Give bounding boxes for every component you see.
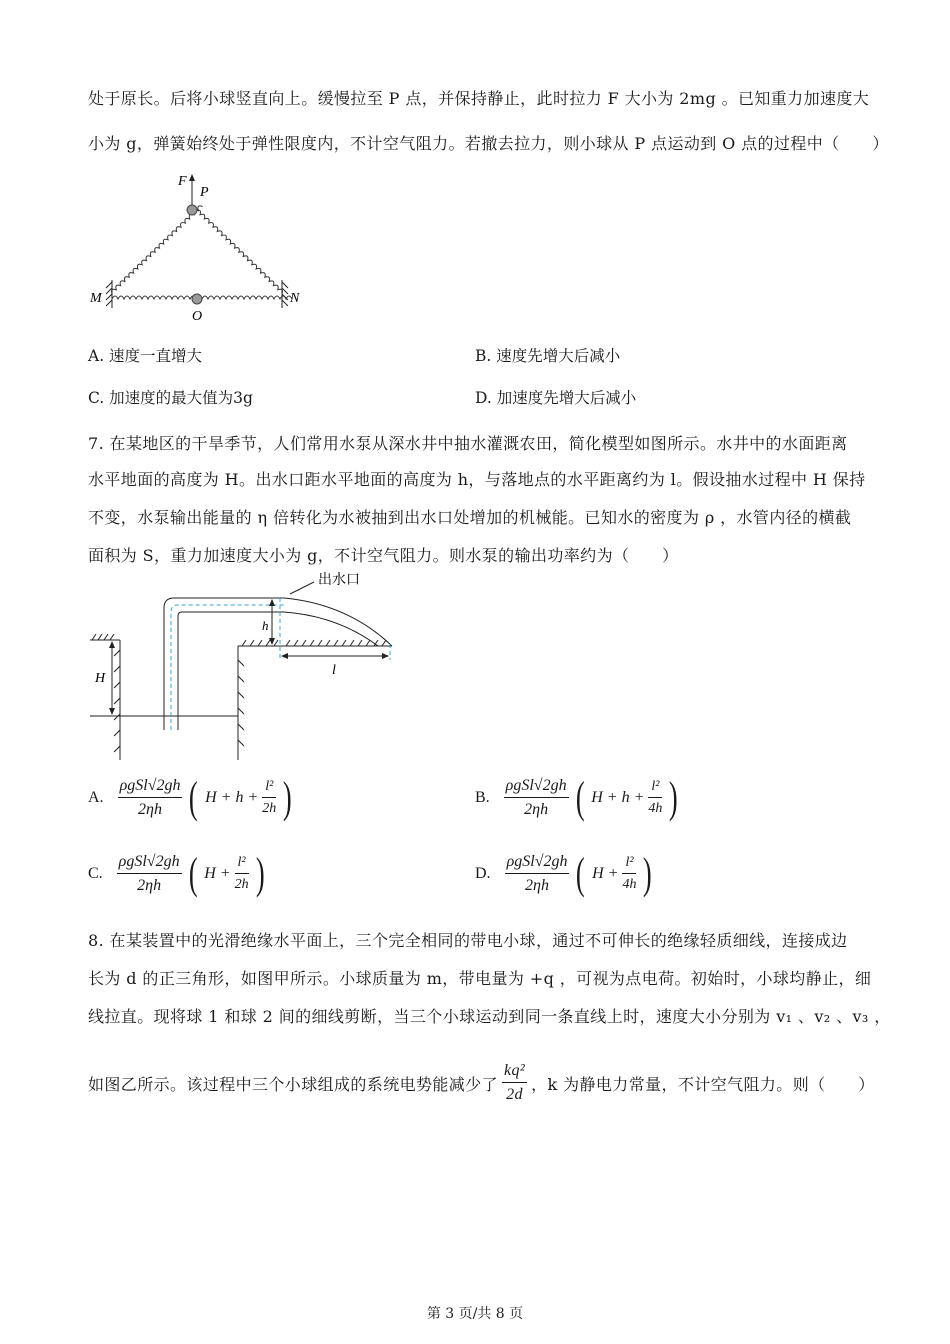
q7-option-a-num: ρgSl√2gh: [118, 777, 183, 798]
dimension-h-small: [269, 599, 275, 645]
q6-option-b: B. 速度先增大后减小: [475, 347, 621, 365]
q7-option-c-label: C.: [88, 865, 103, 882]
q7-option-a: A. $\frac{\text{ρgSl√2gh}}{2\eta h}$ ( H + h + $\frac{\text{l²}}{2h}$ ): [88, 773, 293, 822]
q7-option-c-num: ρgSl√2gh: [117, 853, 182, 874]
label-o: O: [192, 309, 203, 324]
q7-option-b-label: B.: [475, 789, 490, 806]
q8-line2: 长为 d 的正三角形，如图甲所示。小球质量为 m，带电量为 +q ，可视为点电荷。初始时，小球均静止，细: [88, 969, 872, 988]
ball-o: [192, 294, 202, 304]
q7-option-c-small-den: 2h: [234, 877, 249, 892]
label-n: N: [290, 291, 300, 306]
q8-frac-den: 2d: [506, 1086, 523, 1103]
q7-option-a-small-den: 2h: [262, 801, 277, 816]
q7-line1: 7. 在某地区的干旱季节，人们常用水泵从深水井中抽水灌溉农田，简化模型如图所示。水井中的水面距离: [88, 434, 848, 453]
q6-option-a: A. 速度一直增大: [88, 347, 203, 365]
q8-line1: 8. 在某装置中的光滑绝缘水平面上，三个完全相同的带电小球，通过不可伸长的绝缘轻质细线，连接成边: [88, 931, 848, 950]
q7-option-d-label: D.: [475, 865, 491, 882]
wall-right: [282, 280, 288, 308]
q8-line4: [88, 1062, 875, 1104]
q7-option-c: C. $\frac{\text{ρgSl√2gh}}{2\eta h}$ ( H + $\frac{\text{l²}}{2h}$ ): [88, 849, 265, 898]
label-h-large: H: [95, 671, 106, 686]
q7-option-c-den: 2ηh: [137, 877, 162, 894]
q7-option-d-num: ρgSl√2gh: [505, 853, 570, 874]
ball-p: [187, 205, 197, 215]
q6-option-c: C. 加速度的最大值为3g: [88, 389, 253, 407]
q7-line3: 不变，水泵输出能量的 η 倍转化为水被抽到出水口处增加的机械能。已知水的密度为 ρ ，水管内径的横截: [88, 508, 852, 527]
water-jet: [284, 598, 392, 646]
water-pump-figure: [86, 570, 406, 760]
q7-option-b-den: 2ηh: [524, 801, 549, 818]
q8-line4-pre: 如图乙所示。该过程中三个小球组成的系统电势能减少了: [88, 1074, 499, 1094]
q7-option-a-terms: H + h +: [205, 789, 259, 806]
spring-right: [191, 204, 284, 294]
q8-frac-num: kq²: [502, 1062, 527, 1083]
wall-left: [106, 280, 112, 308]
q6-line2: 小为 g，弹簧始终处于弹性限度内，不计空气阻力。若撤去拉力，则小球从 P 点运动到 O 点的过程中（ ）: [88, 134, 889, 153]
q7-option-d-den: 2ηh: [525, 877, 549, 894]
force-arrow-head: [189, 174, 195, 181]
q7-option-a-small-num: l²: [262, 779, 276, 798]
q7-option-c-terms: H +: [204, 865, 231, 882]
q7-option-d-small-num: l²: [622, 855, 636, 874]
q7-option-b-num: ρgSl√2gh: [504, 777, 569, 798]
q7-option-c-small-num: l²: [235, 855, 249, 874]
label-p: P: [200, 185, 209, 200]
label-l: l: [332, 663, 336, 678]
q7-line4: 面积为 S，重力加速度大小为 g，不计空气阻力。则水泵的输出功率约为（ ）: [88, 546, 679, 565]
label-outlet: 出水口: [318, 573, 360, 588]
q7-option-a-label: A.: [88, 789, 104, 806]
page-footer: 第 3 页/共 8 页: [426, 1306, 524, 1322]
q7-option-a-den: 2ηh: [138, 801, 162, 818]
label-f: F: [178, 174, 187, 189]
q6-line1: 处于原长。后将小球竖直向上。缓慢拉至 P 点，并保持静止，此时拉力 F 大小为 2mg 。已知重力加速度大: [88, 89, 870, 108]
q6-option-d: D. 加速度先增大后减小: [475, 389, 637, 407]
label-m: M: [90, 291, 102, 306]
q7-option-b-small-num: l²: [648, 779, 662, 798]
q7-option-b: B. $\frac{\text{ρgSl√2gh}}{2\eta h}$ ( H + h + $\frac{\text{l²}}{4h}$ ): [475, 773, 679, 822]
spring-triangle-figure: [86, 168, 316, 328]
q7-line2: 水平地面的高度为 H。出水口距水平地面的高度为 h，与落地点的水平距离约为 l。假设抽水过程中 H 保持: [88, 470, 866, 489]
q8-line3: 线拉直。现将球 1 和球 2 间的细线剪断，当三个小球运动到同一条直线上时，速度大小分别为 v₁ 、v₂ 、v₃ ，: [88, 1007, 891, 1026]
q7-option-d: D. $\frac{\text{ρgSl√2gh}}{2\eta h}$ ( H + $\frac{\text{l²}}{4h}$ ): [475, 849, 653, 898]
q8-line4-post: ，k 为静电力常量，不计空气阻力。则（ ）: [531, 1074, 875, 1094]
q7-option-d-terms: H +: [592, 865, 619, 882]
q7-option-b-small-den: 4h: [648, 801, 663, 816]
dimension-l: [281, 653, 389, 659]
outlet-leader: [290, 582, 314, 594]
label-h-small: h: [262, 618, 269, 633]
q7-option-d-small-den: 4h: [622, 877, 637, 892]
spring-left: [110, 204, 203, 294]
q7-option-b-terms: H + h +: [591, 789, 645, 806]
right-ground: [238, 640, 392, 760]
left-ground: [90, 634, 120, 760]
